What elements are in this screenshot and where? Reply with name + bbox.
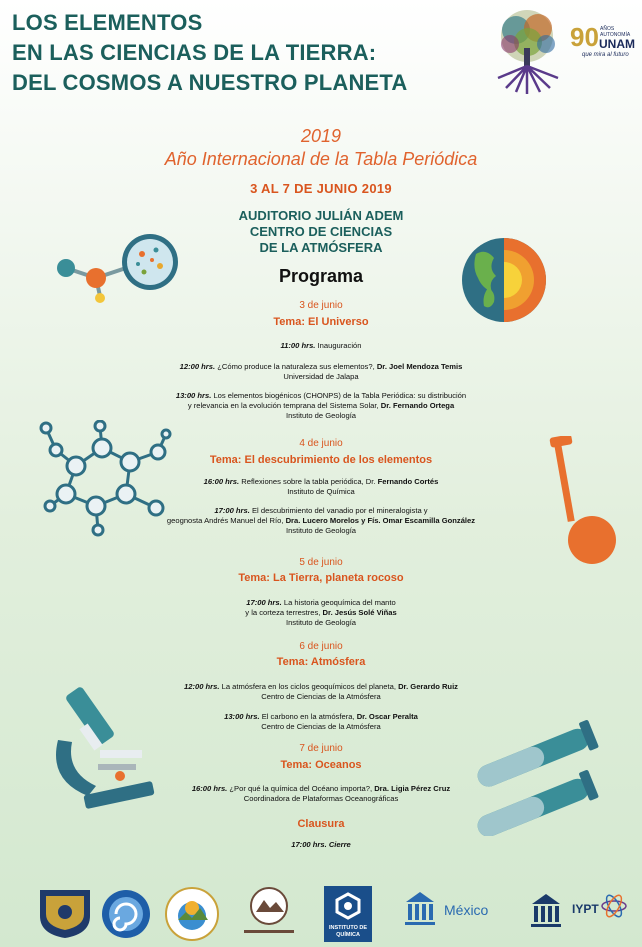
- talk-text: El carbono en la atmósfera,: [261, 712, 355, 721]
- talk-text-2: y la corteza terrestres,: [245, 608, 321, 617]
- molecule-petri-illustration: [52, 232, 182, 306]
- event-dates: 3 AL 7 DE JUNIO 2019: [250, 181, 392, 196]
- title-line-3: DEL COSMOS A NUESTRO PLANETA: [12, 70, 408, 95]
- talk-time: 11:00 hrs.: [280, 341, 316, 350]
- unesco-temple-2-icon: [528, 890, 564, 934]
- unam-brand: UNAM: [599, 37, 635, 51]
- talk-institution: Centro de Ciencias de la Atmósfera: [261, 722, 381, 731]
- geophysics-seal-icon: [164, 886, 220, 942]
- unam-shield-icon: [36, 886, 94, 940]
- unam-anos: AÑOS: [600, 26, 615, 32]
- talk-time: 12:00 hrs.: [184, 682, 220, 691]
- talk-text: La atmósfera en los ciclos geoquímicos del planeta,: [221, 682, 396, 691]
- day-5-date: 7 de junio: [299, 743, 343, 754]
- talk-text-2: y relevancia en la evolución temprana del Sistema Solar,: [187, 401, 379, 410]
- closing-talk: [0, 840, 642, 850]
- talk-institution: Instituto de Geología: [285, 411, 357, 420]
- talk-1-2: [0, 362, 642, 382]
- talk-institution: Instituto de Geología: [285, 526, 357, 535]
- talk-4-2: [0, 712, 642, 732]
- talk-text: Los elementos biogénicos (CHONPS) de la Tabla Periódica: su distribución: [213, 391, 467, 400]
- talk-text-2: geognosta Andrés Manuel del Río,: [166, 516, 284, 525]
- quimica-label: INSTITUTO DE QUÍMICA: [328, 925, 368, 938]
- closing-label: Cierre: [328, 840, 351, 849]
- talk-3-1: [0, 598, 642, 628]
- talk-4-1: [0, 682, 642, 702]
- mexico-label: México: [444, 902, 489, 918]
- venue-line-2: CENTRO DE CIENCIAS: [249, 224, 393, 239]
- day-3-theme: Tema: La Tierra, planeta rocoso: [238, 572, 404, 584]
- talk-2-2: [0, 506, 642, 536]
- talk-speaker: Dr. Gerardo Ruiz: [398, 682, 458, 691]
- venue-line-1: AUDITORIO JULIÁN ADEM: [238, 208, 404, 223]
- iypt-atom-icon: [600, 892, 628, 920]
- geology-institute-icon: [232, 886, 306, 942]
- unam-90-number: 90: [570, 22, 599, 52]
- day-5-theme: Tema: Oceanos: [280, 759, 362, 771]
- quimica-icon: [333, 891, 363, 921]
- talk-text: ¿Por qué la química del Océano importa?,: [229, 784, 373, 793]
- title-line-1: LOS ELEMENTOS: [12, 10, 203, 35]
- talk-speaker: Dr. Joel Mendoza Temis: [376, 362, 463, 371]
- venue-line-3: DE LA ATMÓSFERA: [259, 240, 383, 255]
- talk-5-1: [0, 784, 642, 804]
- year: 2019: [300, 126, 342, 146]
- talk-text: ¿Cómo produce la naturaleza sus elementos?,: [217, 362, 375, 371]
- talk-2-1: [0, 477, 642, 497]
- unesco-temple-icon: [402, 888, 438, 932]
- iypt-label: IYPT: [572, 902, 599, 916]
- talk-speaker: Dra. Ligia Pérez Cruz: [374, 784, 451, 793]
- day-4-date: 6 de junio: [299, 641, 343, 652]
- talk-time: 13:00 hrs.: [175, 391, 212, 400]
- talk-speaker: Dr. Jesús Solé Viñas: [322, 608, 397, 617]
- talk-1-3: [0, 391, 642, 421]
- day-4-theme: Tema: Atmósfera: [276, 656, 366, 668]
- talk-institution: Instituto de Química: [287, 487, 355, 496]
- closing-time: 17:00 hrs.: [291, 840, 327, 849]
- talk-institution: Universidad de Jalapa: [283, 372, 359, 381]
- talk-speaker: Dr. Fernando Ortega: [380, 401, 455, 410]
- unam-tagline: que mira al futuro: [582, 52, 629, 58]
- talk-institution: Centro de Ciencias de la Atmósfera: [261, 692, 381, 701]
- talk-speaker: Dr. Oscar Peralta: [356, 712, 418, 721]
- talk-speaker: Fernando Cortés: [377, 477, 439, 486]
- talk-time: 17:00 hrs.: [246, 598, 282, 607]
- talk-time: 17:00 hrs.: [214, 506, 250, 515]
- cca-spiral-icon: [100, 888, 152, 940]
- quimica-logo: [324, 886, 372, 942]
- day-1-date: 3 de junio: [299, 300, 343, 311]
- poster-title: [12, 8, 408, 98]
- program-title: Programa: [278, 266, 364, 286]
- talk-speaker: Dra. Lucero Morelos y Fís. Omar Escamilla González: [285, 516, 476, 525]
- talk-institution: Coordinadora de Plataformas Oceanográficas: [243, 794, 399, 803]
- unam-90-logo: [486, 8, 636, 98]
- sponsor-logos: [0, 882, 642, 944]
- tree-icon: [486, 8, 568, 96]
- talk-time: 16:00 hrs.: [203, 477, 240, 486]
- talk-1-1: [0, 341, 642, 351]
- title-line-2: EN LAS CIENCIAS DE LA TIERRA:: [12, 40, 377, 65]
- day-3-date: 5 de junio: [299, 557, 343, 568]
- talk-text: Reflexiones sobre la tabla periódica, Dr.: [241, 477, 376, 486]
- talk-text: La historia geoquímica del manto: [283, 598, 396, 607]
- talk-text: Inauguración: [317, 341, 362, 350]
- talk-time: 16:00 hrs.: [191, 784, 228, 793]
- closing-theme: Clausura: [297, 818, 345, 830]
- talk-institution: Instituto de Geología: [285, 618, 357, 627]
- day-1-theme: Tema: El Universo: [273, 316, 369, 328]
- day-2-date: 4 de junio: [299, 438, 343, 449]
- talk-time: 12:00 hrs.: [179, 362, 216, 371]
- year-name: Año Internacional de la Tabla Periódica: [164, 149, 478, 169]
- talk-text: El descubrimiento del vanadio por el mineralogista y: [251, 506, 428, 515]
- unam-autonomia: AUTONOMÍA: [600, 32, 631, 38]
- talk-time: 13:00 hrs.: [224, 712, 260, 721]
- day-2-theme: Tema: El descubrimiento de los elementos: [209, 454, 433, 466]
